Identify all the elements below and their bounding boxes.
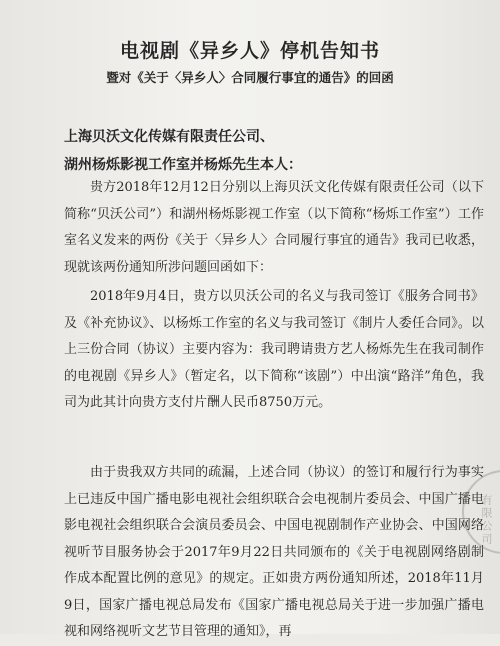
document-title: 电视剧《异乡人》停机告知书 [119,40,380,62]
paragraph-regulations: 由于贵我双方共同的疏漏，上述合同（协议）的签订和履行行为事实上已违反中国广播电影电视社会组织联合会电视制片委员会、中国广播电影电视社会组织联合会演员委员会、中国电视剧制作产业协会、中国网络视听节目服务协会于2017年9月22日共同颁布的《关于电视剧网络剧制作成本配置比例的意见》的规定。正如贵方两份通知所述，2018年11月9日，国家广播电视总局发布《国家广播电视总局关于进一步加强广播电视和网络视听文艺节目管理的通知》，再 [64,465,484,639]
company-seal-text: 有限公司 [480,494,493,546]
document-subtitle: 暨对《关于〈异乡人〉合同履行事宜的通告》的回函 [106,70,394,85]
paragraph-contracts: 2018年9月4日，贵方以贝沃公司的名义与我司签订《服务合同书》及《补充协议》、以杨烁工作室的名义与我司签订《制片人委任合同》。以上三份合同（协议）主要内容为：我司聘请贵方艺人杨烁先生在我司制作的电视剧《异乡人》（暂定名，以下简称“该剧”）中出演“路洋”角色，我司为此其计向贵方支付片酬人民币8750万元。 [64,289,484,410]
paragraph-notice-received: 贵方2018年12月12日分别以上海贝沃文化传媒有限责任公司（以下简称“贝沃公司”）和湖州杨烁影视工作室（以下简称“杨烁工作室”）工作室名义发来的两份《关于〈异乡人〉合同履行事宜的通告》我司已收悉，现就该两份通知所涉问题回函如下： [64,180,484,275]
addressee-studio: 湖州杨烁影视工作室并杨烁先生本人： [64,157,302,173]
addressee-company: 上海贝沃文化传媒有限责任公司、 [64,129,274,145]
